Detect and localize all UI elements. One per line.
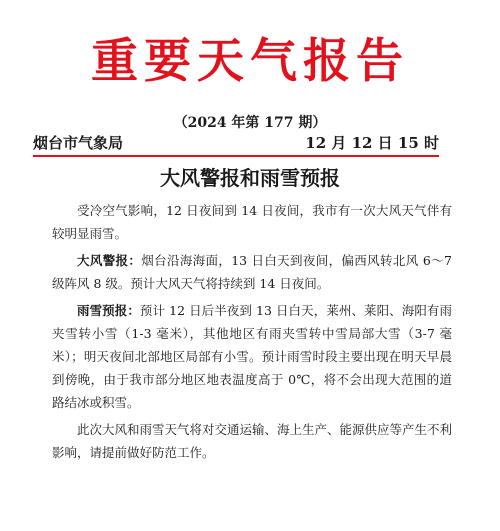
snow-forecast-text: 预计 12 日后半夜到 13 日白天，莱州、莱阳、海阳有雨夹雪转小雪（1-3 毫米），其他地区有雨夹雪转中雪局部大雪（3-7 毫米）；明天夜间北部地区局部有小雪。预计雨雪时段主要出现在明天早晨到傍晚，由于我市部分地区地表温度高于 0℃，将不会出现大范围的道路结冰或积雪。 xyxy=(52,303,452,410)
issue-datetime: 12 月 12 日 15 时 xyxy=(305,134,439,152)
wind-warning-text: 烟台沿海海面，13 日白天到夜间，偏西风转北风 6～7 级阵风 8 级。预计大风天气将持续到 14 日夜间。 xyxy=(52,253,452,291)
closing-paragraph xyxy=(52,418,452,464)
meta-row xyxy=(33,133,439,153)
closing-text: 此次大风和雨雪天气将对交通运输、海上生产、能源供应等产生不利影响，请提前做好防范工作。 xyxy=(52,422,453,460)
issue-number: （2024 年第 177 期） xyxy=(173,115,327,131)
red-divider-line xyxy=(33,155,439,157)
masthead-title: 重要天气报告 xyxy=(91,34,409,89)
wind-warning-lead: 大风警报： xyxy=(77,253,142,268)
intro-paragraph xyxy=(52,199,452,245)
wind-warning-paragraph xyxy=(52,249,452,295)
intro-text: 受冷空气影响，12 日夜间到 14 日夜间，我市有一次大风天气伴有较明显雨雪。 xyxy=(52,203,452,241)
document-title: 大风警报和雨雪预报 xyxy=(160,166,340,190)
snow-forecast-paragraph xyxy=(52,299,452,414)
bulletin-body xyxy=(52,199,452,468)
issuing-agency: 烟台市气象局 xyxy=(33,134,124,152)
snow-forecast-lead: 雨雪预报： xyxy=(77,303,140,318)
